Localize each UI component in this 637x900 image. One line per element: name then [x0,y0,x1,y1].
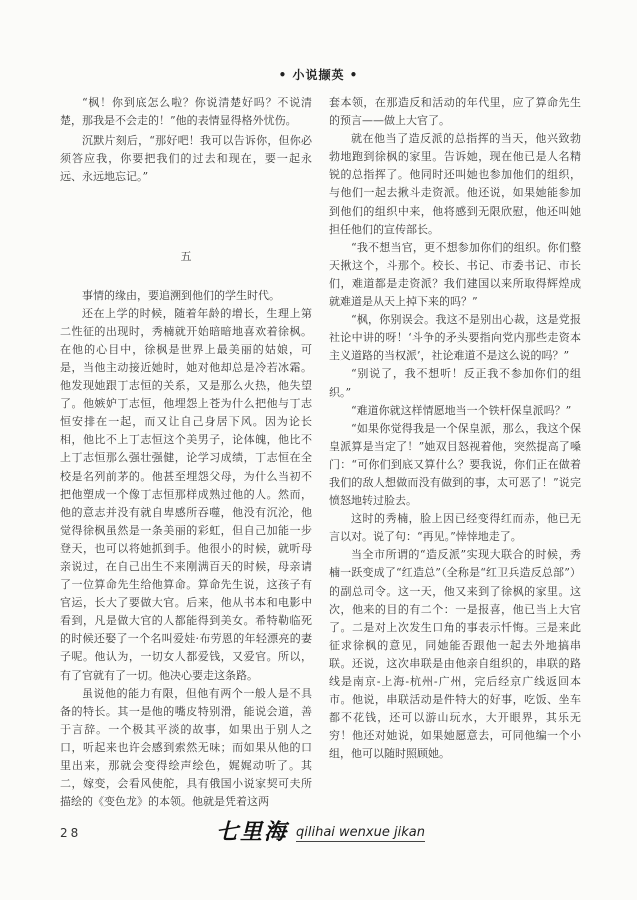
paragraph: “我不想当官，更不想参加你们的组织。你们整天揪这个，斗那个。校长、书记、市委书记、市长们，难道都是走资派？我们建国以来所取得辉煌成就难道是从天上掉下来的吗？” [329,240,581,309]
page-number: 28 [60,826,82,840]
paragraph: 这时的秀楠，脸上因已经变得红而赤，他已无言以对。说了句：“再见。”悻悻地走了。 [329,512,581,544]
section-number: 五 [180,250,192,264]
brand-logo: 七里海 [216,819,289,845]
magazine-section-header: • 小说撷英 • [278,68,359,82]
left-column [60,94,312,811]
paragraph: “如果你觉得我是一个保皇派，那么，我这个保皇派算是当定了！”她双目怒视着他，突然提高了嗓门：“可你们到底又算什么？要我说，你们正在做着我们的敌人想做而没有做到的事，太可恶了！”说完愤怒地转过脸去。 [329,421,581,508]
paragraph: “别说了，我不想听！反正我不参加你们的组织。” [329,367,581,399]
right-column [329,94,581,763]
paragraph: 就在他当了造反派的总指挥的当天，他兴致勃勃地跑到徐枫的家里。告诉她，现在他已是人名精锐的总指挥了。他同时还叫她也参加他们的组织，与他们一起去揪斗走资派。他还说，如果她能参加到他们的组织中来，他将感到无限欣慰，他还叫她担任他们的宣传部长。 [329,132,581,236]
brand-romanized-title: qilihai wenxue jikan [296,825,425,840]
paragraph: 沉默片刻后，“那好吧！我可以告诉你，但你必须答应我，你要把我们的过去和现在，要一起永远、永远地忘记。” [60,134,312,184]
paragraph: 套本领，在那造反和活动的年代里，应了算命先生的预言——做上大官了。 [329,96,581,128]
paragraph: “枫！你到底怎么啦？你说清楚好吗？不说清楚，那我是不会走的！”他的表情显得格外忧伤。 [60,96,312,128]
paragraph: “枫，你别误会。我这不是别出心裁，这是党报社论中讲的呀！‘斗争的矛头要指向党内那些走资本主义道路的当权派’，社论难道不是这么说的吗？” [329,313,581,363]
paragraph: 还在上学的时候，随着年龄的增长，生理上第二性征的出现时，秀楠就开始暗暗地喜欢着徐枫。在他的心目中，徐枫是世界上最美丽的姑娘，可是，当他主动接近她时，她对他却总是冷若冰霜。他发现她跟丁志恒的关系，又是那么火热，他失望了。他嫉妒丁志恒，他埋怨上苍为什么把他与丁志恒安排在一起，而又让自己身居下风。因为论长相，他比不上丁志恒这个美男子，论体魄，他比不上丁志恒那么强壮强健，论学习成绩，丁志恒在全校是名列前茅的。他甚至埋怨父母，为什么当初不把他塑成一个像丁志恒那样成熟过他的人。然而，他的意志并没有就自卑感所吞噬，他没有沉沦，他觉得徐枫虽然是一条美丽的彩虹，但自己加能一步登天，也可以将她抓到手。他很小的时候，就听母亲说过，在自己出生不来刚满百天的时候，母亲请了一位算命先生给他算命。算命先生说，这孩子有官运，长大了要做大官。后来，他从书本和电影中看到，凡是做大官的人都能得到美女。希特勒临死的时候还娶了一个名叫爱娃·布劳恩的年轻漂亮的妻子呢。他认为，一切女人都爱钱，又爱官。所以，有了官就有了一切。他决心要走这条路。 [60,306,312,682]
paragraph: “难道你就这样情愿地当一个铁杆保皇派吗？” [351,403,572,417]
magazine-footer-brand [216,818,425,846]
paragraph: 事情的缘由，要追溯到他们的学生时代。 [82,288,280,302]
paragraph: 虽说他的能力有限，但他有两个一般人是不具备的特长。其一是他的嘴皮特别滑，能说会道，善于言辞。一个极其平淡的故事，如果出于别人之口，听起来也许会感到索然无味；而如果从他的口里出来，那就会变得绘声绘色，娓娓动听了。其二，嫁变，会看风使舵，具有俄国小说家契可夫所描绘的《变色龙》的本领。他就是凭着这两 [60,686,312,809]
paragraph: 当全市所谓的“造反派”实现大联合的时候，秀楠一跃变成了“红造总”（全称是“红卫兵造反总部”）的副总司令。这一天，他又来到了徐枫的家里。这次，他来的目的有二个：一是报喜，他已当上大官了。二是对上次发生口角的事表示忏悔。三是来此征求徐枫的意见，同她能否跟他一起去外地搞串联。还说，这次串联是由他亲自组织的，串联的路线是南京-上海-杭州-广州，完后经京广线返回本市。他说，串联活动是件特大的好事，吃饭、坐车都不花钱，还可以游山玩水，大开眼界，其乐无穷！他还对她说，如果她愿意去，可同他编一个小组，他可以随时照顾她。 [329,548,581,761]
